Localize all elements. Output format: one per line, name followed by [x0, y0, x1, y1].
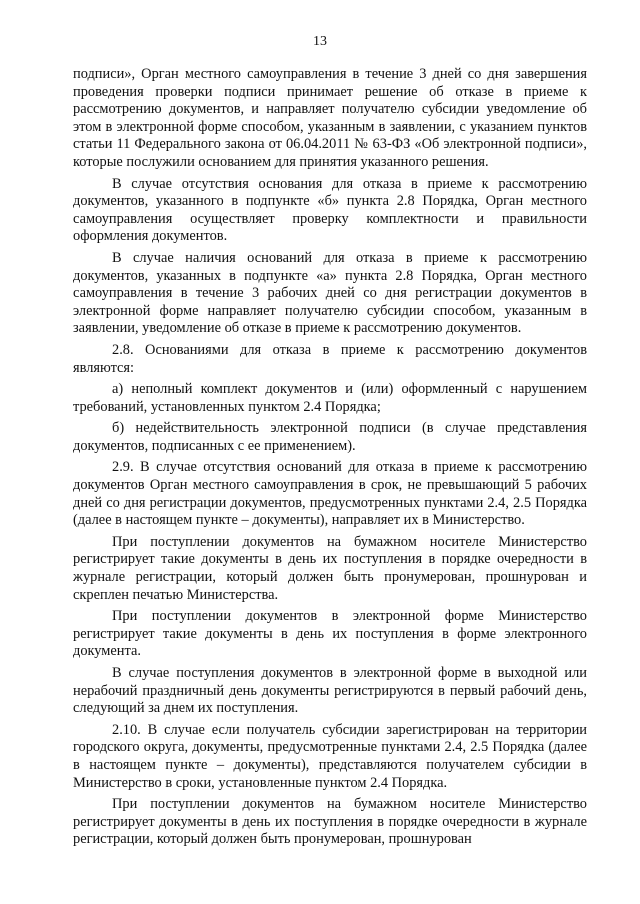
paragraph: При поступлении документов на бумажном носителе Министерство регистрирует документы в день их поступления в порядке очередности в журнале регистрации, который должен быть пронумерован, прошнурован	[73, 796, 587, 848]
paragraph: В случае поступления документов в электронной форме в выходной или нерабочий праздничный день документы регистрируются в первый рабочий день, следующий за днем их поступления.	[73, 665, 587, 717]
clause-2-9: 2.9. В случае отсутствия оснований для отказа в приеме к рассмотрению документов Орган местного самоуправления в срок, не превышающий 5 рабочих дней со дня регистрации документов, предусмотренных пунктами 2.4, 2.5 Порядка (далее в настоящем пункте – документы), направляет их в Министерство.	[73, 459, 587, 529]
paragraph: При поступлении документов на бумажном носителе Министерство регистрирует такие документы в день их поступления в порядке очередности в журнале регистрации, который должен быть пронумерован, прошнурован и скреплен печатью Министерства.	[73, 533, 587, 603]
paragraph: В случае отсутствия основания для отказа в приеме к рассмотрению документов, указанного в подпункте «б» пункта 2.8 Порядка, Орган местного самоуправления осуществляет проверку комплектности и правильности оформления документов.	[73, 175, 587, 245]
list-item-b: б) недействительность электронной подписи (в случае представления документов, подписанных с ее применением).	[73, 420, 587, 454]
document-body	[73, 66, 587, 849]
list-item-a: а) неполный комплект документов и (или) оформленный с нарушением требований, установленных пунктом 2.4 Порядка;	[73, 381, 587, 415]
clause-2-10: 2.10. В случае если получатель субсидии зарегистрирован на территории городского округа, документы, предусмотренные пунктами 2.4, 2.5 Порядка (далее в настоящем пункте – документы), представляются получателем субсидии в Министерство в сроки, установленные пунктом 2.4 Порядка.	[73, 721, 587, 791]
paragraph-continuation: подписи», Орган местного самоуправления в течение 3 дней со дня завершения проведения проверки подписи принимает решение об отказе в приеме к рассмотрению документов, и направляет получателю субсидии уведомление об этом в электронной форме способом, указанным в заявлении, с указанием пунктов статьи 11 Федерального закона от 06.04.2011 № 63-ФЗ «Об электронной подписи», которые послужили основанием для принятия указанного решения.	[73, 66, 587, 170]
paragraph: В случае наличия оснований для отказа в приеме к рассмотрению документов, указанных в подпункте «а» пункта 2.8 Порядка, Орган местного самоуправления в течение 3 рабочих дней со дня регистрации документов в электронной форме направляет получателю субсидии способом, указанным в заявлении, уведомление об отказе в приеме к рассмотрению документов.	[73, 249, 587, 337]
page-number: 13	[313, 34, 327, 49]
paragraph: При поступлении документов в электронной форме Министерство регистрирует такие документы в день их поступления в форме электронного документа.	[73, 608, 587, 660]
clause-2-8: 2.8. Основаниями для отказа в приеме к рассмотрению документов являются:	[73, 341, 587, 376]
